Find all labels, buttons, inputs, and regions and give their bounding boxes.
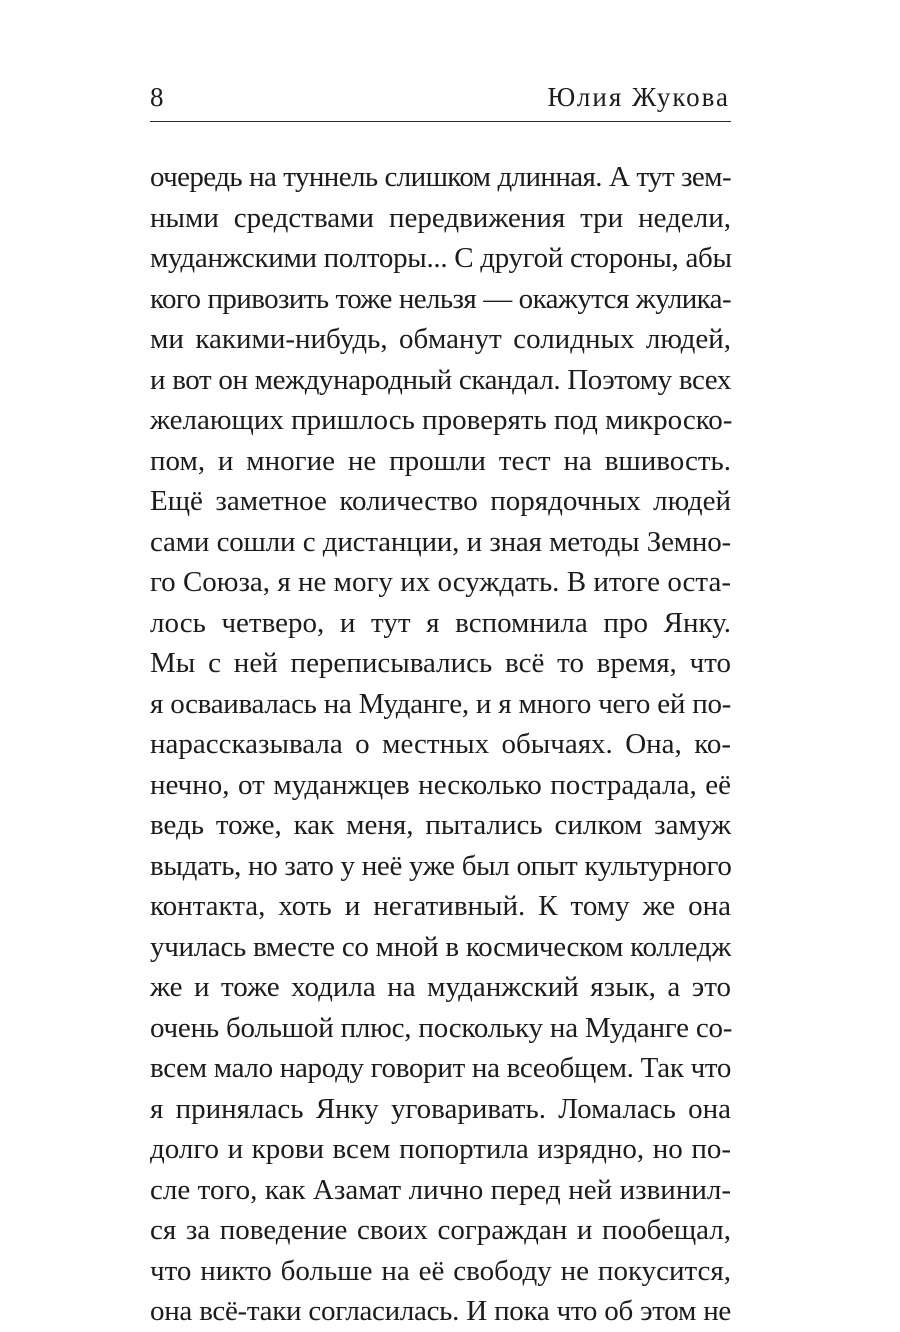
running-title-author: Юлия Жукова <box>547 82 730 112</box>
text-line: ными средствами передвижения три недели, <box>150 201 731 234</box>
text-line: ведь тоже, как меня, пытались силком замуж <box>150 809 731 841</box>
text-line: муданжскими полторы... С другой стороны, абы <box>150 242 732 274</box>
text-line: нарассказывала о местных обычаях. Она, ко- <box>150 728 731 760</box>
text-line: училась вместе со мной в космическом колледж <box>150 930 731 963</box>
text-line: ся за поведение своих сограждан и пообещал, <box>150 1214 731 1246</box>
text-line: и вот он международный скандал. Поэтому всех <box>150 363 731 396</box>
text-line: она всё-таки согласилась. И пока что об этом не <box>150 1295 731 1327</box>
text-line: лось четверо, и тут я вспомнила про Янку. <box>150 606 731 639</box>
text-line: я принялась Янку уговаривать. Ломалась она <box>150 1092 731 1125</box>
text-line: же и тоже ходила на муданжский язык, а это <box>150 971 731 1003</box>
text-line: Мы с ней переписывались всё то время, что <box>150 647 731 679</box>
text-line: сле того, как Азамат лично перед ней извинил- <box>150 1173 731 1206</box>
text-line: контакта, хоть и негативный. К тому же она <box>150 890 731 922</box>
text-line: го Союза, я не могу их осуждать. В итоге оста- <box>150 566 731 598</box>
page-number: 8 <box>150 82 164 112</box>
text-line: ми какими-нибудь, обманут солидных людей, <box>150 323 731 355</box>
text-line: Ещё заметное количество порядочных людей <box>150 485 731 517</box>
text-line: очень большой плюс, поскольку на Муданге со- <box>150 1011 733 1044</box>
text-line: желающих пришлось проверять под микроско- <box>150 404 733 436</box>
text-line: очередь на туннель слишком длинная. А тут зем- <box>150 161 731 193</box>
body-text <box>150 157 731 1332</box>
text-line: кого привозить тоже нельзя — окажутся жулика- <box>150 282 731 315</box>
text-line: пом, и многие не прошли тест на вшивость. <box>150 444 731 477</box>
text-line: сами сошли с дистанции, и зная методы Земно- <box>150 525 731 558</box>
text-line: всем мало народу говорит на всеобщем. Так что <box>150 1052 732 1084</box>
text-line: выдать, но зато у неё уже был опыт культурного <box>150 849 732 882</box>
text-line: нечно, от муданжцев несколько пострадала, её <box>150 768 731 801</box>
header-divider-rule <box>150 121 731 122</box>
running-head <box>150 80 730 114</box>
text-line: что никто больше на её свободу не покусится, <box>150 1254 731 1287</box>
text-line: я осваивалась на Муданге, и я много чего ей по- <box>150 687 731 720</box>
text-line: долго и крови всем попортила изрядно, но по- <box>150 1133 731 1165</box>
